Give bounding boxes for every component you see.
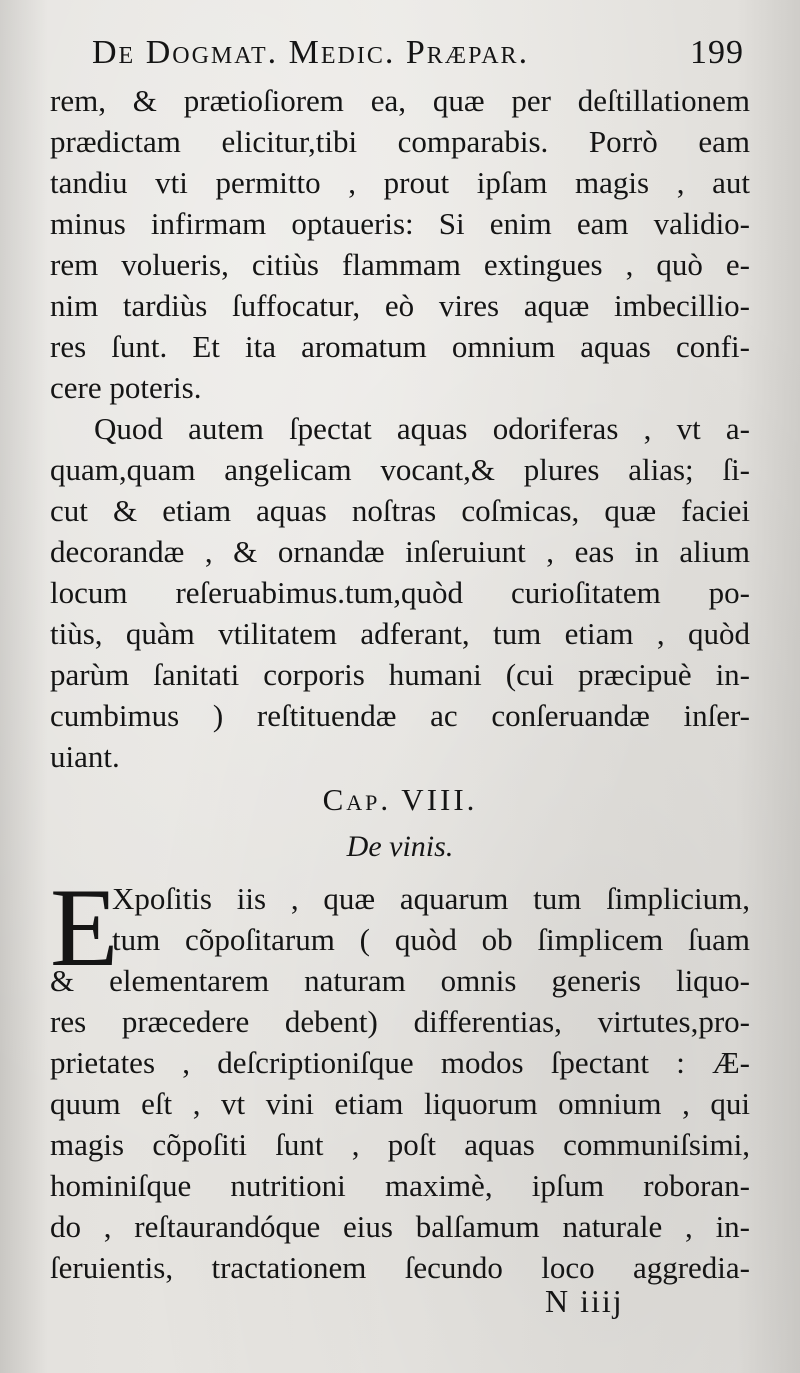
text-line: do , reſtaurandóque eius balſamum naturale , in-: [50, 1209, 750, 1244]
text-line: nim tardiùs ſuffocatur, eò vires aquæ imbecillio-: [50, 288, 750, 323]
text-line: rem volueris, citiùs flammam extingues , quò e-: [50, 247, 750, 282]
chapter-subtitle: De vinis.: [346, 830, 454, 863]
text-line: tandiu vti permitto , prout ipſam magis , aut: [50, 165, 750, 200]
text-line: cut & etiam aquas noſtras coſmicas, quæ faciei: [50, 493, 750, 528]
text-line: locum reſeruabimus.tum,quòd curioſitatem po-: [50, 575, 750, 610]
text-line: parùm ſanitati corporis humani (cui præcipuè in-: [50, 657, 750, 692]
text-line: res præcedere debent) differentias, virtutes,pro-: [50, 1004, 750, 1039]
chapter-heading: Cap. VIII.: [322, 782, 478, 817]
running-head: [92, 30, 752, 80]
text-line: quum eſt , vt vini etiam liquorum omnium , qui: [50, 1086, 750, 1121]
text-line: rem, & prætioſiorem ea, quæ per deſtillationem: [50, 83, 750, 118]
text-line: tiùs, quàm vtilitatem adferant, tum etiam , quòd: [50, 616, 750, 651]
text-line: tum cõpoſitarum ( quòd ob ſimplicem ſuam: [112, 922, 750, 957]
text-line: decorandæ , & ornandæ inſeruiunt , eas in alium: [50, 534, 750, 569]
paragraph-continued: [50, 80, 750, 408]
text-line: Quod autem ſpectat aquas odoriferas , vt a-: [94, 411, 750, 446]
text-line: prædictam elicitur,tibi comparabis. Porrò eam: [50, 124, 750, 159]
text-line: hominiſque nutritioni maximè, ipſum roboran-: [50, 1168, 750, 1203]
text-line: ſeruientis, tractationem ſecundo loco aggredia-: [50, 1250, 750, 1285]
running-title: De Dogmat. Medic. Præpar.: [92, 34, 530, 71]
text-line: cere poteris.: [50, 370, 202, 405]
paragraph-de-vinis: [50, 866, 750, 1288]
signature-mark: N iiij: [545, 1283, 624, 1319]
text-line: quam,quam angelicam vocant,& plures alias; ſi-: [50, 452, 750, 487]
text-line: prietates , deſcriptioniſque modos ſpectant : Æ-: [50, 1045, 750, 1080]
text-line: magis cõpoſiti ſunt , poſt aquas communiſsimi,: [50, 1127, 750, 1162]
drop-capital: E: [50, 866, 119, 990]
text-line: uiant.: [50, 739, 120, 774]
page-number: 199: [690, 34, 744, 71]
text-line: Xpoſitis iis , quæ aquarum tum ſimplicium,: [112, 881, 750, 916]
text-line: minus infirmam optaueris: Si enim eam validio-: [50, 206, 750, 241]
paragraph-odoriferous-waters: [50, 408, 750, 777]
text-line: cumbimus ) reſtituendæ ac conſeruandæ inſer-: [50, 698, 750, 733]
text-line: & elementarem naturam omnis generis liquo-: [50, 963, 750, 998]
text-line: res ſunt. Et ita aromatum omnium aquas confi-: [50, 329, 750, 364]
